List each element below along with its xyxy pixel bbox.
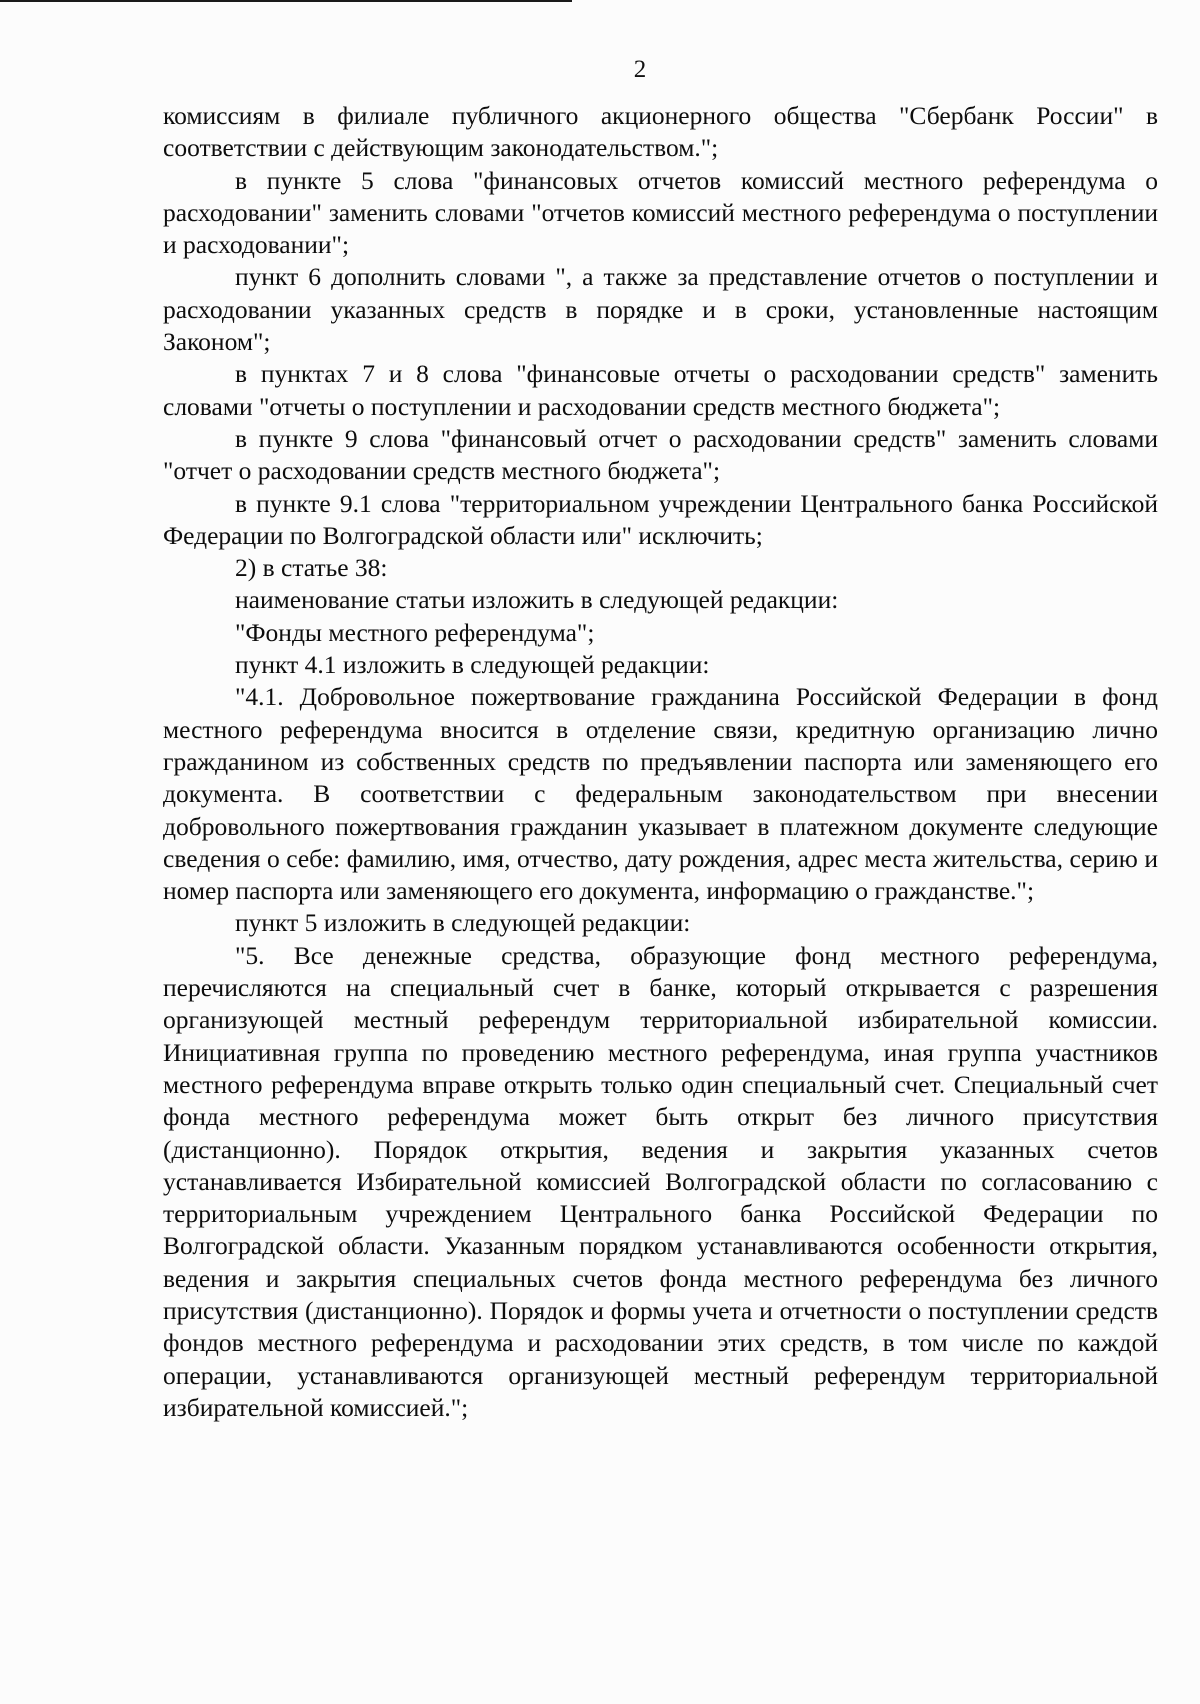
paragraph: пункт 5 изложить в следующей редакции:: [235, 908, 691, 938]
paragraph: пункт 4.1 изложить в следующей редакции:: [235, 650, 710, 680]
paragraph: в пункте 5 слова "финансовых отчетов комиссий местного референдума о расходовании" заменить словами "отчетов комиссий местного референдума о поступлении и расходовании";: [163, 165, 1158, 260]
paragraph: комиссиям в филиале публичного акционерного общества "Сбербанк России" в соответствии с действующим законодательством.";: [163, 101, 1158, 163]
scan-edge-line: [0, 0, 572, 2]
paragraph: пункт 6 дополнить словами ", а также за представление отчетов о поступлении и расходовании указанных средств в порядке и в сроки, установленные настоящим Законом";: [163, 262, 1158, 357]
paragraph: в пункте 9.1 слова "территориальном учреждении Центрального банка Российской Федерации по Волгоградской области или" исключить;: [163, 488, 1158, 550]
document-body: [163, 100, 1158, 1424]
page-number: 2: [633, 56, 647, 83]
paragraph: в пунктах 7 и 8 слова "финансовые отчеты о расходовании средств" заменить словами "отчеты о поступлении и расходовании средств местного бюджета";: [163, 359, 1158, 421]
paragraph: в пункте 9 слова "финансовый отчет о расходовании средств" заменить словами "отчет о расходовании средств местного бюджета";: [163, 423, 1158, 486]
paragraph: "4.1. Добровольное пожертвование гражданина Российской Федерации в фонд местного референдума вносится в отделение связи, кредитную организацию лично гражданином из собственных средств по предъявлении паспорта или заменяющего его документа. В соответствии с федеральным законодательством при внесении добровольного пожертвования гражданин указывает в платежном документе следующие сведения о себе: фамилию, имя, отчество, дату рождения, адрес места жительства, серию и номер паспорта или заменяющего его документа, информацию о гражданстве.";: [163, 682, 1158, 906]
paragraph: 2) в статье 38:: [235, 553, 388, 583]
paragraph: "5. Все денежные средства, образующие фонд местного референдума, перечисляются на специальный счет в банке, который открывается с разрешения организующей местный референдум территориальной избирательной комиссии. Инициативная группа по проведению местного референдума, иная группа участников местного референдума вправе открыть только один специальный счет. Специальный счет фонда местного референдума может быть открыт без личного присутствия (дистанционно). Порядок открытия, ведения и закрытия указанных счетов устанавливается Избирательной комиссией Волгоградской области по согласованию с территориальным учреждением Центрального банка Российской Федерации по Волгоградской области. Указанным порядком устанавливаются особенности открытия, ведения и закрытия специальных счетов фонда местного референдума без личного присутствия (дистанционно). Порядок и формы учета и отчетности о поступлении средств фондов местного референдума и расходовании этих средств, в том числе по каждой операции, устанавливаются организующей местный референдум территориальной избирательной комиссией.";: [163, 940, 1158, 1422]
paragraph: "Фонды местного референдума";: [235, 617, 595, 647]
paragraph: наименование статьи изложить в следующей редакции:: [235, 585, 839, 615]
